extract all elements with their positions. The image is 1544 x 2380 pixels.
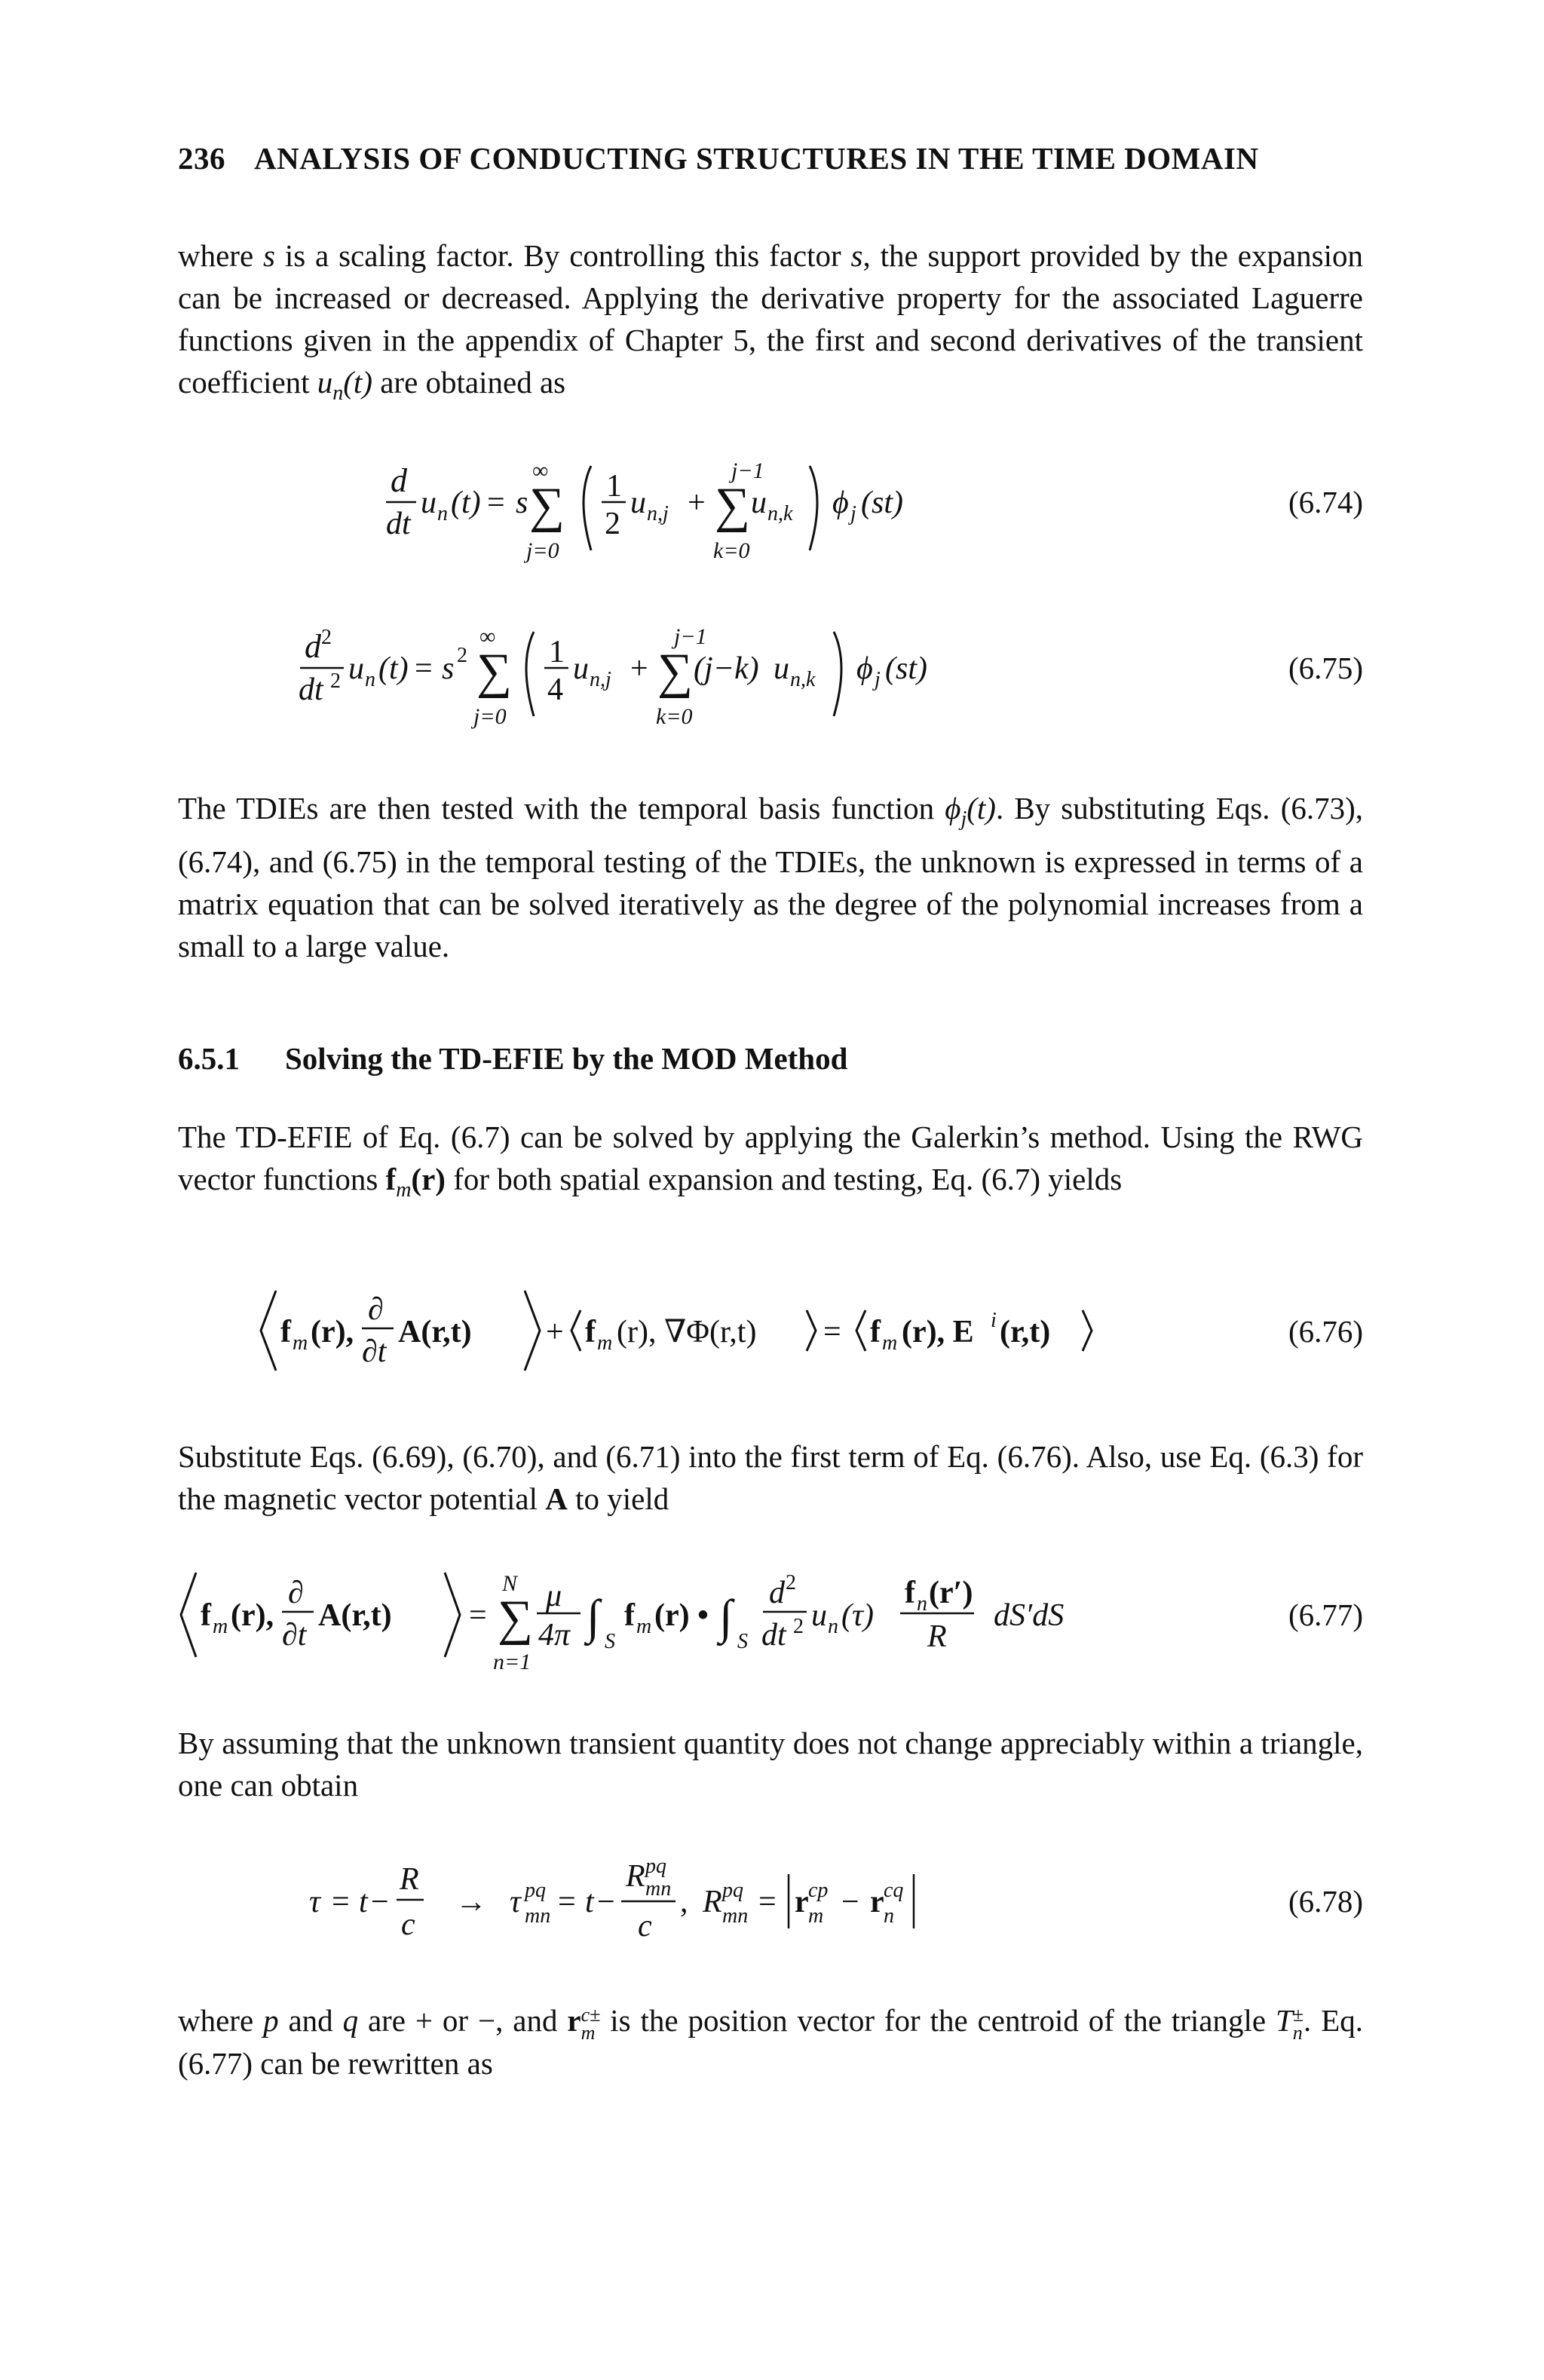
eq-comma: , bbox=[680, 1885, 688, 1919]
big-paren-left bbox=[526, 632, 534, 716]
running-head bbox=[178, 140, 1259, 176]
eq-phi: ϕ bbox=[832, 485, 849, 520]
eq-equals: = bbox=[332, 1885, 350, 1919]
eq-phi: ϕ bbox=[856, 651, 873, 686]
equation-number: (6.77) bbox=[1288, 1597, 1363, 1632]
eq-E: (r), E bbox=[902, 1315, 974, 1349]
text: . By substituting Eqs. (6.73), (6.74), and (6.75) in the temporal testing of the TDIEs, the unknown is expressed in terms of a matrix equation that can be solved iteratively as the degree of the polynomial increases from a small to a large value. bbox=[178, 791, 1363, 964]
var-phi-sub: j bbox=[960, 807, 967, 832]
eq-equals: = bbox=[758, 1885, 777, 1919]
equation-6-76 bbox=[178, 1282, 1363, 1380]
text: is a scaling factor. By controlling this factor bbox=[274, 238, 851, 273]
eq-u-arg: (t) bbox=[378, 651, 409, 686]
page-number: 236 bbox=[178, 141, 225, 176]
var-f-arg: (r) bbox=[411, 1162, 446, 1196]
eq-u-sub: n bbox=[437, 502, 448, 525]
var-phi-arg: (t) bbox=[967, 791, 996, 825]
eq-f-n-arg: (r′) bbox=[929, 1576, 973, 1610]
var-r: r bbox=[567, 2003, 581, 2038]
sum-bottom: j=0 bbox=[526, 538, 559, 563]
eq-pq-sup: pq bbox=[645, 1855, 666, 1878]
angle-bracket-left bbox=[261, 1291, 276, 1371]
eq-tau: τ bbox=[510, 1885, 522, 1919]
eq-arrow: → bbox=[455, 1885, 487, 1919]
eq-u-nj: u bbox=[630, 485, 646, 520]
big-paren-left bbox=[584, 466, 591, 550]
eq-u: u bbox=[811, 1598, 827, 1633]
eq-n-sub: n bbox=[884, 1904, 894, 1928]
eq-pq-sup: pq bbox=[722, 1879, 743, 1902]
eq-f-sub: m bbox=[636, 1615, 652, 1638]
eq-s: s bbox=[516, 485, 528, 520]
eq-f: f bbox=[280, 1315, 291, 1349]
eq-d-sup: 2 bbox=[786, 1571, 796, 1594]
sum-top: ∞ bbox=[532, 458, 549, 483]
eq-f: f bbox=[201, 1598, 211, 1633]
equation-6-76-svg bbox=[178, 1282, 1363, 1380]
eq-equals: = bbox=[487, 485, 505, 520]
var-u: u bbox=[317, 365, 333, 400]
eq-u-nk: u bbox=[774, 651, 789, 686]
equation-6-78-svg bbox=[178, 1856, 1363, 1954]
paragraph-1 bbox=[178, 234, 1363, 415]
eq-R: R bbox=[703, 1885, 722, 1919]
eq-A: A(r,t) bbox=[398, 1315, 472, 1349]
eq-u-nj-sub: n,j bbox=[590, 668, 611, 691]
eq-partial: ∂ bbox=[288, 1576, 304, 1610]
eq-u-nk: u bbox=[751, 485, 767, 520]
eq-plus: + bbox=[688, 485, 706, 520]
eq-plus: + bbox=[546, 1315, 564, 1349]
angle-bracket-right bbox=[807, 1310, 816, 1351]
eq-f-sub: m bbox=[293, 1331, 308, 1355]
eq-equals: = bbox=[469, 1598, 487, 1633]
sum-sign: ∑ bbox=[476, 644, 513, 699]
text: and bbox=[278, 2003, 343, 2038]
var-s: s bbox=[850, 238, 863, 273]
var-f-sub: m bbox=[396, 1178, 412, 1202]
equation-6-77-svg bbox=[178, 1561, 1363, 1674]
angle-bracket-right bbox=[445, 1573, 460, 1657]
text: are + or −, and bbox=[358, 2003, 568, 2038]
text: , the support provided by the expansion can be increased or decreased. Applying the derivative property for the associated Laguerre functions given in the appendix of Chapter 5, the first and second derivatives of the transient coefficient bbox=[178, 238, 1363, 400]
big-paren-right bbox=[834, 632, 841, 716]
var-s: s bbox=[263, 238, 275, 273]
eq-t: t bbox=[585, 1885, 594, 1919]
eq-dS: dS′dS bbox=[994, 1598, 1065, 1633]
var-u-sub: n bbox=[332, 381, 344, 406]
eq-mn-sub: mn bbox=[645, 1877, 672, 1901]
var-T-sup: ± bbox=[1292, 2003, 1304, 2026]
eq-partial: ∂ bbox=[368, 1292, 384, 1327]
eq-pq-sup: pq bbox=[525, 1879, 546, 1902]
equation-6-75-svg bbox=[178, 618, 1363, 746]
eq-four: 4 bbox=[547, 672, 563, 707]
eq-one: 1 bbox=[606, 469, 622, 504]
text: By assuming that the unknown transient quantity does not change appreciably within a triangle, one can obtain bbox=[178, 1726, 1363, 1803]
eq-integral-S: S bbox=[737, 1630, 748, 1653]
eq-R: R bbox=[400, 1862, 419, 1897]
eq-phi-sub: j bbox=[850, 502, 856, 525]
eq-u-sub: n bbox=[828, 1615, 838, 1638]
inner-sum-sign: ∑ bbox=[715, 478, 751, 533]
angle-bracket-right bbox=[525, 1291, 540, 1371]
angle-bracket-left bbox=[856, 1310, 865, 1351]
eq-d: d bbox=[305, 628, 321, 665]
var-r-scripts bbox=[581, 2003, 601, 2044]
eq-equals: = bbox=[415, 651, 433, 686]
eq-partial-t: ∂t bbox=[282, 1618, 307, 1653]
inner-sum-top: j−1 bbox=[731, 458, 764, 483]
eq-one: 1 bbox=[549, 635, 565, 669]
eq-r-dot: (r) • bbox=[654, 1598, 709, 1633]
inner-sum-top: j−1 bbox=[674, 624, 707, 649]
text: is the position vector for the centroid of the triangle bbox=[600, 2003, 1276, 2038]
inner-sum-sign: ∑ bbox=[657, 644, 694, 699]
var-T-sub: n bbox=[1292, 2021, 1303, 2044]
eq-dt-sup: 2 bbox=[793, 1615, 804, 1638]
eq-s: s bbox=[442, 651, 455, 686]
paragraph-6 bbox=[178, 1999, 1363, 2084]
eq-u-arg: (t) bbox=[451, 485, 481, 520]
eq-f-sub: m bbox=[882, 1331, 898, 1355]
sum-top: N bbox=[502, 1571, 518, 1596]
eq-u-nk-sub: n,k bbox=[790, 668, 816, 691]
sum-top: ∞ bbox=[479, 624, 496, 649]
eq-f: f bbox=[870, 1315, 881, 1349]
text: are obtained as bbox=[372, 365, 566, 400]
eq-equals: = bbox=[558, 1885, 576, 1919]
var-p: p bbox=[263, 2003, 279, 2038]
eq-dt: dt bbox=[299, 672, 323, 707]
eq-u-nj-sub: n,j bbox=[647, 502, 669, 525]
var-r-sub: m bbox=[581, 2021, 596, 2044]
eq-phi-arg: (st) bbox=[861, 485, 903, 520]
eq-equals: = bbox=[823, 1315, 841, 1349]
equation-6-75 bbox=[178, 618, 1363, 746]
text: to yield bbox=[567, 1481, 669, 1516]
eq-minus: − bbox=[841, 1885, 859, 1919]
equation-6-77 bbox=[178, 1561, 1363, 1674]
eq-d: d bbox=[391, 462, 407, 499]
var-r-sup: c± bbox=[581, 2003, 601, 2026]
eq-minus: − bbox=[371, 1885, 389, 1919]
eq-f-n: f bbox=[905, 1576, 915, 1610]
section-number: 6.5.1 bbox=[178, 1041, 240, 1076]
eq-r-arg: (r), bbox=[311, 1315, 354, 1349]
equation-6-78 bbox=[178, 1856, 1363, 1954]
paragraph-4 bbox=[178, 1435, 1363, 1520]
eq-d: d bbox=[769, 1576, 785, 1610]
eq-r: r bbox=[795, 1885, 809, 1919]
angle-bracket-left bbox=[181, 1573, 196, 1657]
text: where bbox=[178, 238, 264, 273]
sum-bottom: n=1 bbox=[493, 1649, 532, 1674]
eq-grad-phi: (r), ∇Φ(r,t) bbox=[617, 1315, 757, 1349]
eq-integral: ∫ bbox=[587, 1590, 600, 1643]
var-A: A bbox=[545, 1481, 568, 1516]
eq-two: 2 bbox=[605, 507, 620, 541]
eq-u-nk-sub: n,k bbox=[767, 502, 793, 525]
var-T: T bbox=[1275, 2003, 1293, 2038]
var-f: f bbox=[385, 1162, 397, 1196]
eq-f-sub: m bbox=[213, 1615, 228, 1638]
eq-plus: + bbox=[630, 651, 648, 686]
inner-sum-bottom: k=0 bbox=[713, 538, 750, 563]
section-heading bbox=[178, 1040, 847, 1077]
eq-cq-sup: cq bbox=[884, 1879, 904, 1902]
eq-R: R bbox=[927, 1619, 947, 1654]
var-phi: ϕ bbox=[945, 791, 961, 825]
sum-sign: ∑ bbox=[529, 478, 565, 533]
equation-6-74-svg bbox=[178, 452, 1363, 580]
eq-c: c bbox=[638, 1909, 652, 1944]
eq-u: u bbox=[348, 651, 364, 686]
eq-m-sub: m bbox=[808, 1904, 824, 1928]
text: for both spatial expansion and testing, Eq. (6.7) yields bbox=[445, 1162, 1123, 1196]
eq-integral-S: S bbox=[605, 1630, 615, 1653]
eq-u: u bbox=[421, 485, 437, 520]
sum-bottom: j=0 bbox=[473, 704, 507, 729]
angle-bracket-left bbox=[571, 1310, 581, 1351]
text: . Eq. (6.77) can be rewritten as bbox=[178, 2003, 1363, 2081]
equation-6-74 bbox=[178, 452, 1363, 580]
angle-bracket-right bbox=[1083, 1310, 1092, 1351]
eq-f-sub: m bbox=[597, 1331, 613, 1355]
eq-E-sup: i bbox=[991, 1309, 997, 1332]
paragraph-5 bbox=[178, 1722, 1363, 1806]
eq-integral: ∫ bbox=[719, 1590, 733, 1643]
eq-f: f bbox=[585, 1315, 596, 1349]
equation-number: (6.75) bbox=[1288, 651, 1363, 685]
eq-A: A(r,t) bbox=[318, 1598, 392, 1633]
big-paren-right bbox=[810, 466, 817, 550]
var-q: q bbox=[342, 2003, 359, 2038]
eq-d-sup: 2 bbox=[321, 626, 332, 649]
text: Substitute Eqs. (6.69), (6.70), and (6.71) into the first term of Eq. (6.76). Also, use Eq. (6.3) for the magnetic vector potential bbox=[178, 1439, 1363, 1516]
eq-j-minus-k: (j−k) bbox=[694, 651, 759, 686]
text: The TDIEs are then tested with the temporal basis function bbox=[178, 791, 945, 825]
eq-phi-arg: (st) bbox=[885, 651, 927, 686]
eq-mu: μ bbox=[546, 1579, 562, 1613]
paragraph-2 bbox=[178, 787, 1363, 967]
eq-cp-sup: cp bbox=[808, 1879, 829, 1902]
equation-number: (6.74) bbox=[1288, 485, 1363, 519]
text: The TD-EFIE of Eq. (6.7) can be solved by applying the Galerkin’s method. Using the RWG vector functions bbox=[178, 1120, 1363, 1196]
eq-mn-sub: mn bbox=[722, 1904, 749, 1928]
eq-dt: dt bbox=[761, 1618, 786, 1653]
eq-four-pi: 4π bbox=[538, 1618, 571, 1653]
sum-sign: ∑ bbox=[498, 1591, 534, 1646]
eq-u-sub: n bbox=[365, 668, 375, 691]
inner-sum-bottom: k=0 bbox=[656, 704, 693, 729]
eq-minus: − bbox=[597, 1885, 615, 1919]
eq-dt-sup: 2 bbox=[330, 669, 341, 693]
equation-number: (6.76) bbox=[1288, 1314, 1363, 1349]
paragraph-3 bbox=[178, 1116, 1363, 1211]
running-title: ANALYSIS OF CONDUCTING STRUCTURES IN THE TIME DOMAIN bbox=[254, 141, 1259, 176]
eq-f-n-sub: n bbox=[917, 1592, 927, 1616]
text: where bbox=[178, 2003, 264, 2038]
equation-number: (6.78) bbox=[1288, 1884, 1363, 1919]
eq-u-nj: u bbox=[573, 651, 589, 686]
eq-mn-sub: mn bbox=[525, 1904, 551, 1928]
eq-r: r bbox=[870, 1885, 884, 1919]
eq-f: f bbox=[624, 1598, 635, 1633]
eq-c: c bbox=[401, 1907, 415, 1942]
eq-partial-t: ∂t bbox=[362, 1334, 387, 1369]
var-u-arg: (t) bbox=[343, 365, 372, 400]
var-T-scripts bbox=[1292, 2003, 1304, 2044]
eq-tau-arg: (τ) bbox=[841, 1598, 875, 1633]
eq-E-arg: (r,t) bbox=[1000, 1315, 1051, 1349]
eq-R: R bbox=[626, 1859, 645, 1894]
eq-tau: τ bbox=[309, 1885, 321, 1919]
eq-phi-sub: j bbox=[875, 668, 881, 691]
eq-dt: dt bbox=[386, 507, 411, 541]
section-title: Solving the TD-EFIE by the MOD Method bbox=[285, 1041, 848, 1076]
eq-t: t bbox=[359, 1885, 368, 1919]
eq-r-arg: (r), bbox=[231, 1598, 274, 1633]
eq-s-sup: 2 bbox=[457, 644, 467, 667]
